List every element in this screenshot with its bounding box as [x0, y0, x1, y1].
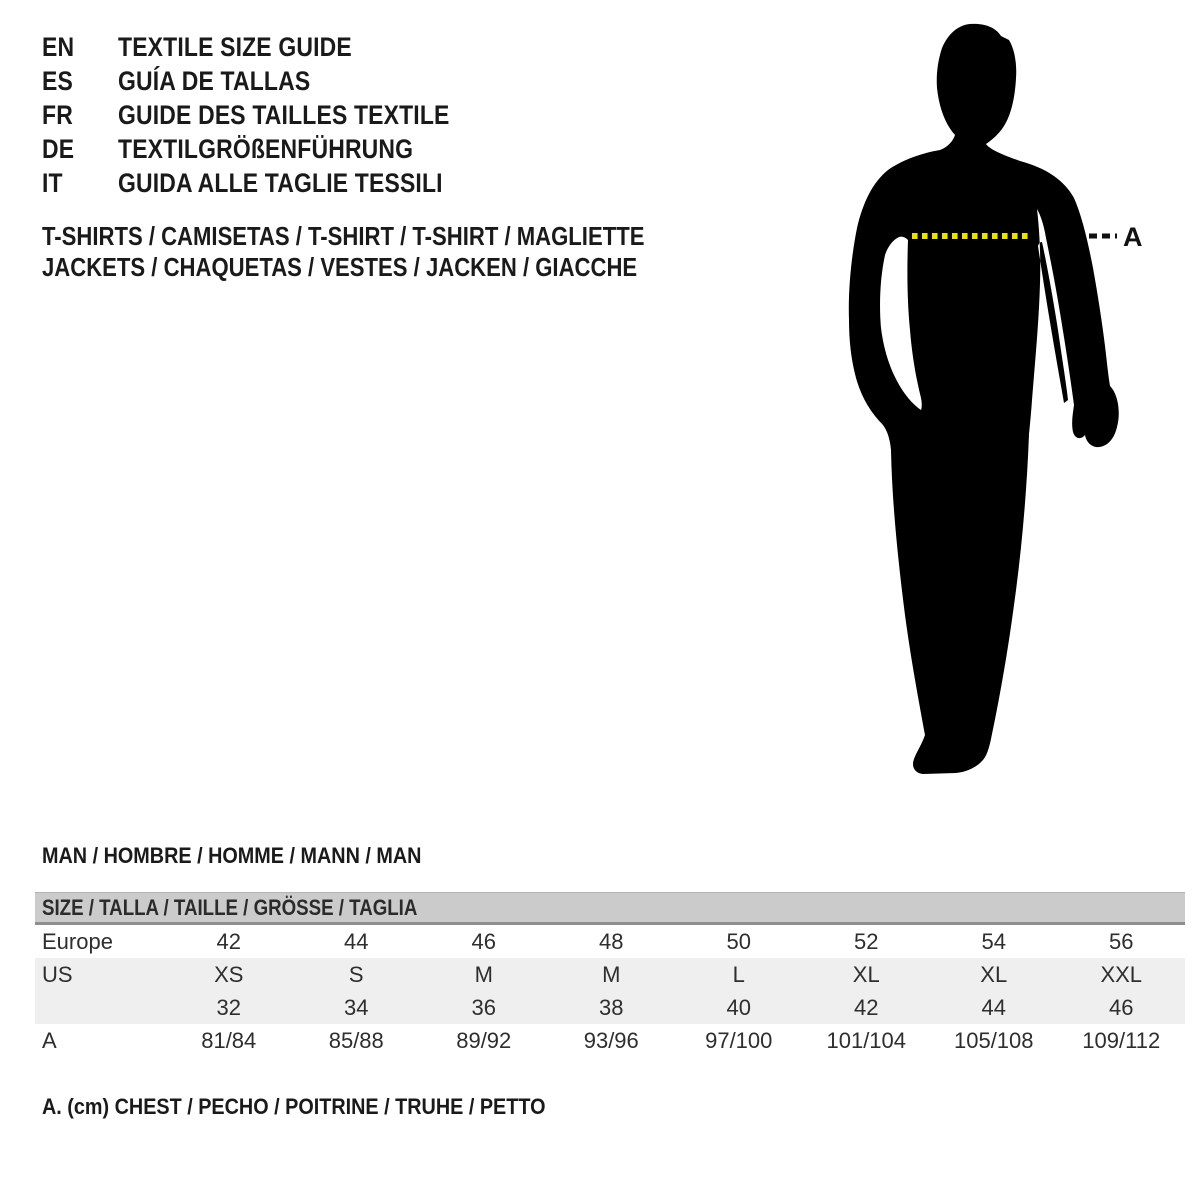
size-cell: 93/96: [583, 1028, 639, 1053]
language-code: ES: [42, 66, 73, 96]
size-cell: 40: [726, 995, 751, 1020]
language-code: FR: [42, 100, 73, 130]
language-title: GUIDA ALLE TAGLIE TESSILI: [118, 168, 443, 198]
size-cell: 36: [471, 995, 496, 1020]
size-cell: 42: [216, 929, 241, 954]
size-cell: 46: [471, 929, 496, 954]
size-cell: 44: [981, 995, 1006, 1020]
size-cell: 105/108: [953, 1028, 1034, 1053]
size-cell: XL: [980, 962, 1008, 987]
size-cell: M: [602, 962, 621, 987]
language-title-list: [42, 30, 508, 200]
size-cell: 85/88: [328, 1028, 384, 1053]
row-label: US: [42, 962, 73, 987]
size-cell: 38: [599, 995, 624, 1020]
category-line-tshirts: T-SHIRTS / CAMISETAS / T-SHIRT / T-SHIRT / MAGLIETTE: [42, 221, 645, 251]
size-cell: 34: [344, 995, 369, 1020]
language-row-es: [42, 64, 508, 98]
man-silhouette: [849, 24, 1119, 774]
size-cell: 52: [854, 929, 879, 954]
size-cell: 101/104: [826, 1028, 907, 1053]
language-row-it: [42, 166, 508, 200]
size-cell: 32: [216, 995, 241, 1020]
table-row-numeric: [35, 991, 1185, 1024]
size-cell: 48: [599, 929, 624, 954]
table-row-europe: [35, 925, 1185, 958]
table-row-us: [35, 958, 1185, 991]
garment-categories: [42, 221, 751, 283]
language-row-fr: [42, 98, 508, 132]
measurement-figure: [820, 10, 1150, 780]
size-cell: 81/84: [201, 1028, 257, 1053]
size-table: [35, 892, 1185, 1057]
language-row-de: [42, 132, 508, 166]
size-cell: 46: [1109, 995, 1134, 1020]
language-code: DE: [42, 134, 75, 164]
size-cell: 54: [981, 929, 1006, 954]
language-title: TEXTILE SIZE GUIDE: [118, 32, 352, 62]
size-cell: M: [474, 962, 493, 987]
man-silhouette-svg: [820, 10, 1150, 780]
table-row-chest: [35, 1024, 1185, 1057]
section-title-man: MAN / HOMBRE / HOMME / MANN / MAN: [42, 843, 422, 868]
row-label: Europe: [42, 929, 113, 954]
size-cell: XXL: [1100, 962, 1143, 987]
size-cell: 50: [726, 929, 751, 954]
size-cell: 97/100: [705, 1028, 773, 1053]
row-label: A: [42, 1028, 57, 1053]
size-cell: S: [348, 962, 364, 987]
size-cell: 44: [344, 929, 369, 954]
size-cell: XS: [214, 962, 244, 987]
category-line-jackets: JACKETS / CHAQUETAS / VESTES / JACKEN / GIACCHE: [42, 252, 638, 282]
size-cell: L: [732, 962, 745, 987]
size-cell: 89/92: [456, 1028, 512, 1053]
language-row-en: [42, 30, 508, 64]
language-code: IT: [42, 168, 63, 198]
size-cell: 109/112: [1082, 1028, 1161, 1053]
language-title: GUÍA DE TALLAS: [118, 66, 311, 96]
row-label: [35, 991, 165, 1024]
measurement-footnote: A. (cm) CHEST / PECHO / POITRINE / TRUHE / PETTO: [42, 1094, 546, 1119]
size-cell: 42: [854, 995, 879, 1020]
size-cell: 56: [1109, 929, 1134, 954]
language-code: EN: [42, 32, 75, 62]
language-title: TEXTILGRÖßENFÜHRUNG: [118, 134, 414, 164]
chest-measure-label: A: [1123, 222, 1143, 252]
language-title: GUIDE DES TAILLES TEXTILE: [118, 100, 450, 130]
size-cell: XL: [852, 962, 880, 987]
size-table-header: SIZE / TALLA / TAILLE / GRÖSSE / TAGLIA: [35, 892, 1185, 925]
